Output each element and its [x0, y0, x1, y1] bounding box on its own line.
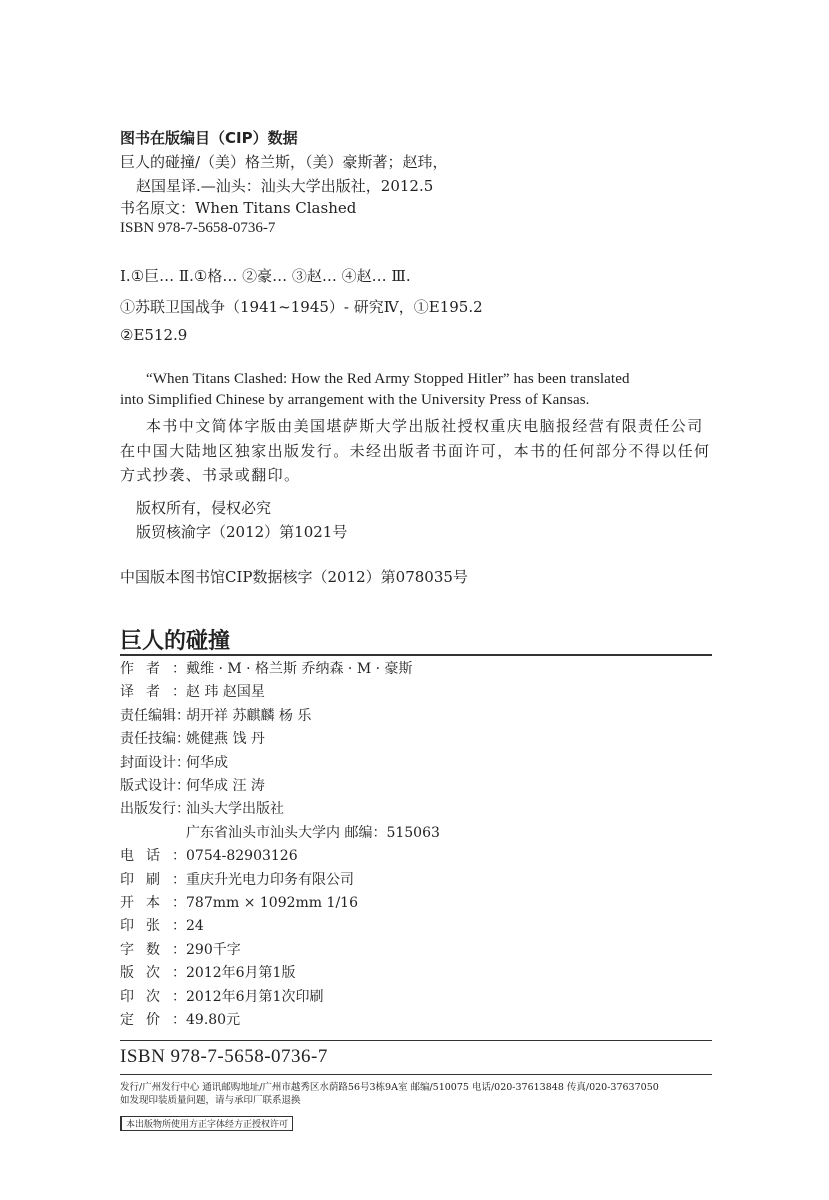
publication-info-row: [120, 727, 265, 751]
publication-info-row: [120, 751, 228, 775]
publication-info-row: [120, 914, 204, 938]
info-value: 何华成 汪 涛: [186, 778, 265, 794]
info-value: 胡开祥 苏麒麟 杨 乐: [186, 707, 312, 724]
info-label: 电话：: [120, 848, 186, 865]
publication-info-row: [120, 961, 295, 985]
info-value: 汕头大学出版社: [186, 801, 284, 818]
info-label: 版次：: [120, 965, 186, 982]
info-label: 开本：: [120, 895, 186, 911]
isbn-top-rule: [120, 1040, 712, 1041]
rights-english-line-1: “When Titans Clashed: How the Red Army Stopped Hitler” has been translated: [146, 371, 630, 387]
rights-english-line-2: into Simplified Chinese by arrangement with the University Press of Kansas.: [120, 392, 590, 408]
publication-info-row: [120, 844, 298, 868]
info-value: 787mm × 1092mm 1/16: [186, 895, 358, 911]
publication-info-row: [120, 657, 413, 681]
info-label: 印刷：: [120, 871, 186, 888]
publication-info-row: [120, 774, 265, 798]
rights-reserved: 版权所有，侵权必究: [136, 499, 272, 517]
info-label: 印次：: [120, 988, 186, 1005]
info-label: 责任编辑：: [120, 707, 190, 724]
info-label: 作者：: [120, 661, 186, 677]
publication-info-row: [120, 868, 354, 892]
publication-info-row: [120, 891, 358, 915]
font-license-notice: 本出版物所使用方正字体经方正授权许可: [120, 1116, 293, 1131]
publication-info-row: [120, 821, 440, 845]
publication-info-row: [120, 1008, 240, 1032]
cip-line-2: 赵国星译.—汕头：汕头大学出版社，2012.5: [136, 177, 434, 195]
publication-info-row: [120, 985, 323, 1009]
cip-original-title: 书名原文：When Titans Clashed: [120, 199, 357, 217]
info-label: 封面设计：: [120, 754, 190, 771]
info-label: 定价：: [120, 1012, 186, 1028]
info-value: 赵 玮 赵国星: [186, 684, 265, 701]
cip-line-1: 巨人的碰撞/（美）格兰斯，（美）豪斯著；赵玮，: [120, 153, 448, 171]
info-label: 版式设计：: [120, 778, 190, 794]
cip-isbn: ISBN 978-7-5658-0736-7: [120, 220, 276, 236]
isbn-bottom-rule: [120, 1074, 712, 1075]
copyright-registration: 版贸核渝字（2012）第1021号: [136, 523, 348, 541]
info-label: 译者：: [120, 684, 186, 701]
quality-notice: 如发现印装质量问题，请与承印厂联系退换: [120, 1095, 301, 1106]
cip-classification-2: ①苏联卫国战争（1941~1945）- 研究Ⅳ，①E195.2: [120, 298, 483, 316]
rights-chinese-line-3: 方式抄袭、书录或翻印。: [120, 466, 301, 484]
info-value: 姚健燕 饯 丹: [186, 731, 265, 748]
info-value: 重庆升光电力印务有限公司: [186, 871, 354, 888]
cip-classification-1: Ⅰ.①巨… Ⅱ.①格… ②豪… ③赵… ④赵… Ⅲ.: [120, 267, 411, 285]
cip-classification-3: ②E512.9: [120, 326, 188, 344]
publication-info-row: [120, 680, 265, 704]
book-isbn: ISBN 978-7-5658-0736-7: [120, 1046, 328, 1067]
info-value: 广东省汕头市汕头大学内 邮编：515063: [186, 824, 440, 841]
info-label: 印张：: [120, 918, 186, 935]
book-title: 巨人的碰撞: [120, 629, 231, 654]
info-value: 戴维 · M · 格兰斯 乔纳森 · M · 豪斯: [186, 661, 413, 677]
info-label: 出版发行：: [120, 801, 190, 818]
info-value: 2012年6月第1次印刷: [186, 988, 324, 1005]
info-value: 2012年6月第1版: [186, 965, 296, 982]
cip-heading: 图书在版编目（CIP）数据: [120, 129, 298, 147]
info-value: 290千字: [186, 941, 241, 958]
title-rule: [120, 654, 712, 656]
publication-info-row: [120, 938, 241, 962]
cip-data-number: 中国版本图书馆CIP数据核字（2012）第078035号: [120, 568, 468, 586]
rights-chinese-line-2: 在中国大陆地区独家出版发行。未经出版者书面许可，本书的任何部分不得以任何: [120, 442, 711, 460]
info-value: 24: [186, 918, 204, 935]
info-value: 何华成: [186, 754, 228, 771]
info-label: 责任技编：: [120, 731, 190, 748]
publication-info-row: [120, 797, 284, 821]
publication-info-row: [120, 704, 311, 728]
distribution-info: 发行/广州发行中心 通讯邮购地址/广州市越秀区水荫路56号3栋9A室 邮编/510075 电话/020-37613848 传真/020-37637050: [120, 1082, 659, 1093]
info-value: 0754-82903126: [186, 848, 298, 865]
info-label: 字数：: [120, 941, 186, 958]
rights-chinese-line-1: 本书中文简体字版由美国堪萨斯大学出版社授权重庆电脑报经营有限责任公司: [146, 417, 704, 435]
info-value: 49.80元: [186, 1012, 241, 1028]
